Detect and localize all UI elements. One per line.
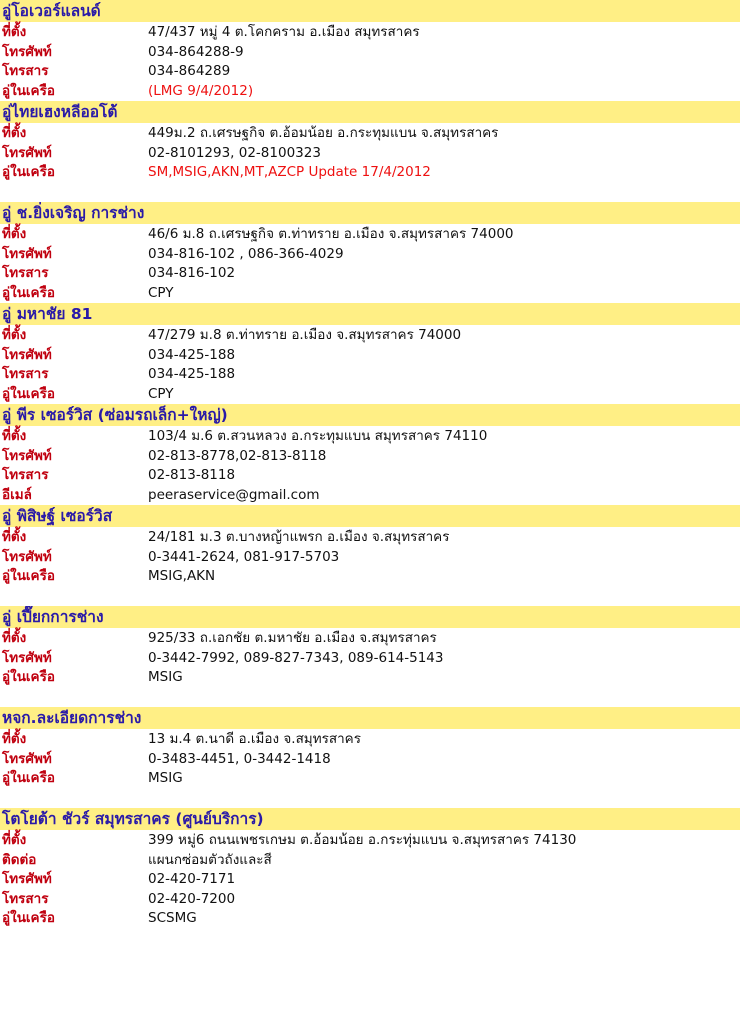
field-label: โทรสาร bbox=[2, 63, 49, 80]
field-row bbox=[0, 346, 740, 366]
field-value: แผนกซ่อมตัวถังและสี bbox=[148, 851, 272, 868]
shop-entry bbox=[0, 101, 740, 202]
shop-name-header: โตโยต้า ชัวร์ สมุทรสาคร (ศูนย์บริการ) bbox=[0, 808, 740, 830]
field-label: โทรสาร bbox=[2, 265, 49, 282]
field-row bbox=[0, 769, 740, 789]
field-row bbox=[0, 750, 740, 770]
field-label: ที่ตั้ง bbox=[2, 832, 27, 848]
field-label: ที่ตั้ง bbox=[2, 226, 27, 242]
shop-name-header: อู่ พีร เซอร์วิส (ซ่อมรถเล็ก+ใหญ่) bbox=[0, 404, 740, 426]
field-value: 034-864288-9 bbox=[148, 43, 244, 60]
field-value: SCSMG bbox=[148, 910, 197, 927]
field-row bbox=[0, 447, 740, 467]
field-label: ที่ตั้ง bbox=[2, 125, 27, 141]
field-row bbox=[0, 225, 740, 245]
field-row bbox=[0, 82, 740, 101]
field-row bbox=[0, 365, 740, 385]
field-label: อู่ในเครือ bbox=[2, 568, 55, 585]
field-row bbox=[0, 851, 740, 871]
field-label: อู่ในเครือ bbox=[2, 164, 55, 181]
field-value: 0-3483-4451, 0-3442-1418 bbox=[148, 750, 331, 767]
field-value: 47/437 หมู่ 4 ต.โคกคราม อ.เมือง สมุทรสาคร bbox=[148, 24, 420, 40]
field-label: ที่ตั้ง bbox=[2, 327, 27, 343]
field-label: โทรสาร bbox=[2, 467, 49, 484]
field-label: ที่ตั้ง bbox=[2, 529, 27, 545]
field-value: 034-425-188 bbox=[148, 366, 236, 383]
field-label: ที่ตั้ง bbox=[2, 630, 27, 646]
field-label: อู่ในเครือ bbox=[2, 82, 55, 99]
field-label: โทรศัพท์ bbox=[2, 447, 52, 464]
email-value[interactable]: peeraservice@gmail.com bbox=[148, 486, 320, 503]
shop-entry bbox=[0, 202, 740, 303]
field-row bbox=[0, 649, 740, 669]
field-label: อู่ในเครือ bbox=[2, 669, 55, 686]
field-label: โทรศัพท์ bbox=[2, 871, 52, 888]
field-value: 399 หมู่6 ถนนเพชรเกษม ต.อ้อมน้อย อ.กระทุ่มแบน จ.สมุทรสาคร 74130 bbox=[148, 832, 577, 848]
field-row bbox=[0, 385, 740, 404]
field-row bbox=[0, 548, 740, 568]
field-label: ที่ตั้ง bbox=[2, 428, 27, 444]
field-value: 46/6 ม.8 ถ.เศรษฐกิจ ต.ท่าทราย อ.เมือง จ.สมุทรสาคร 74000 bbox=[148, 226, 514, 242]
field-value: 034-864289 bbox=[148, 63, 231, 80]
field-label: อู่ในเครือ bbox=[2, 284, 55, 301]
field-label: โทรศัพท์ bbox=[2, 245, 52, 262]
shop-name-header: หจก.ละเอียดการช่าง bbox=[0, 707, 740, 729]
field-value: 02-813-8118 bbox=[148, 467, 236, 484]
field-row bbox=[0, 730, 740, 750]
field-row bbox=[0, 629, 740, 649]
field-value: 02-420-7200 bbox=[148, 890, 236, 907]
field-value: MSIG bbox=[148, 770, 183, 787]
field-value: (LMG 9/4/2012) bbox=[148, 82, 254, 99]
field-row bbox=[0, 466, 740, 486]
field-label: โทรศัพท์ bbox=[2, 649, 52, 666]
field-value: 02-8101293, 02-8100323 bbox=[148, 144, 321, 161]
field-value: MSIG bbox=[148, 669, 183, 686]
field-value: CPY bbox=[148, 385, 174, 402]
shop-name-header: อู่ ช.ยิ่งเจริญ การช่าง bbox=[0, 202, 740, 224]
field-row bbox=[0, 264, 740, 284]
field-label: โทรสาร bbox=[2, 890, 49, 907]
field-row bbox=[0, 284, 740, 303]
field-row bbox=[0, 163, 740, 183]
shop-name-header: อู่โอเวอร์แลนด์ bbox=[0, 0, 740, 22]
field-value: 47/279 ม.8 ต.ท่าทราย อ.เมือง จ.สมุทรสาคร 74000 bbox=[148, 327, 462, 343]
field-label: อู่ในเครือ bbox=[2, 385, 55, 402]
field-value: 034-816-102 , 086-366-4029 bbox=[148, 245, 344, 262]
field-value: 02-813-8778,02-813-8118 bbox=[148, 447, 327, 464]
field-value: 0-3441-2624, 081-917-5703 bbox=[148, 548, 340, 565]
field-value: 034-425-188 bbox=[148, 346, 236, 363]
field-label: ที่ตั้ง bbox=[2, 24, 27, 40]
field-row bbox=[0, 245, 740, 265]
field-value: 13 ม.4 ต.นาดี อ.เมือง จ.สมุทรสาคร bbox=[148, 731, 361, 747]
field-row bbox=[0, 124, 740, 144]
shop-name-header: อู่ เปี๊ยกการช่าง bbox=[0, 606, 740, 628]
field-row bbox=[0, 23, 740, 43]
field-row bbox=[0, 890, 740, 910]
field-label: โทรศัพท์ bbox=[2, 346, 52, 363]
field-value: 103/4 ม.6 ต.สวนหลวง อ.กระทุมแบน สมุทรสาคร 74110 bbox=[148, 428, 488, 444]
field-value: 925/33 ถ.เอกชัย ต.มหาชัย อ.เมือง จ.สมุทรสาคร bbox=[148, 630, 437, 646]
field-label: อีเมล์ bbox=[2, 486, 32, 503]
field-label: โทรสาร bbox=[2, 366, 49, 383]
field-label: ติดต่อ bbox=[2, 851, 37, 868]
field-label: อู่ในเครือ bbox=[2, 910, 55, 927]
field-label: ที่ตั้ง bbox=[2, 731, 27, 747]
field-row bbox=[0, 567, 740, 587]
field-label: โทรศัพท์ bbox=[2, 548, 52, 565]
shop-entry bbox=[0, 0, 740, 101]
shop-name-header: อู่ พิสิษฐ์ เซอร์วิส bbox=[0, 505, 740, 527]
field-value: 449ม.2 ถ.เศรษฐกิจ ต.อ้อมน้อย อ.กระทุมแบน จ.สมุทรสาคร bbox=[148, 125, 499, 141]
field-label: โทรศัพท์ bbox=[2, 144, 52, 161]
field-row bbox=[0, 668, 740, 688]
field-value: CPY bbox=[148, 284, 174, 301]
field-label: อู่ในเครือ bbox=[2, 770, 55, 787]
field-value: 0-3442-7992, 089-827-7343, 089-614-5143 bbox=[148, 649, 444, 666]
field-value: MSIG,AKN bbox=[148, 568, 216, 585]
field-row bbox=[0, 43, 740, 63]
field-label: โทรศัพท์ bbox=[2, 750, 52, 767]
field-value: SM,MSIG,AKN,MT,AZCP Update 17/4/2012 bbox=[148, 164, 431, 181]
shop-name-header: อู่ มหาชัย 81 bbox=[0, 303, 740, 325]
field-row bbox=[0, 326, 740, 346]
shop-entry bbox=[0, 303, 740, 404]
shop-entry bbox=[0, 404, 740, 505]
shop-entry bbox=[0, 606, 740, 707]
field-row bbox=[0, 144, 740, 164]
field-value: 24/181 ม.3 ต.บางหญ้าแพรก อ.เมือง จ.สมุทรสาคร bbox=[148, 529, 450, 545]
field-label: โทรศัพท์ bbox=[2, 43, 52, 60]
shop-entry bbox=[0, 707, 740, 808]
field-row bbox=[0, 528, 740, 548]
shop-entry bbox=[0, 505, 740, 606]
field-row bbox=[0, 427, 740, 447]
field-row bbox=[0, 62, 740, 82]
shop-entry bbox=[0, 808, 740, 928]
field-row bbox=[0, 831, 740, 851]
shop-name-header: อู่ไทยเฮงหลีออโต้ bbox=[0, 101, 740, 123]
field-row bbox=[0, 909, 740, 928]
field-row bbox=[0, 870, 740, 890]
field-value: 02-420-7171 bbox=[148, 871, 236, 888]
field-value: 034-816-102 bbox=[148, 265, 236, 282]
field-row bbox=[0, 486, 740, 505]
